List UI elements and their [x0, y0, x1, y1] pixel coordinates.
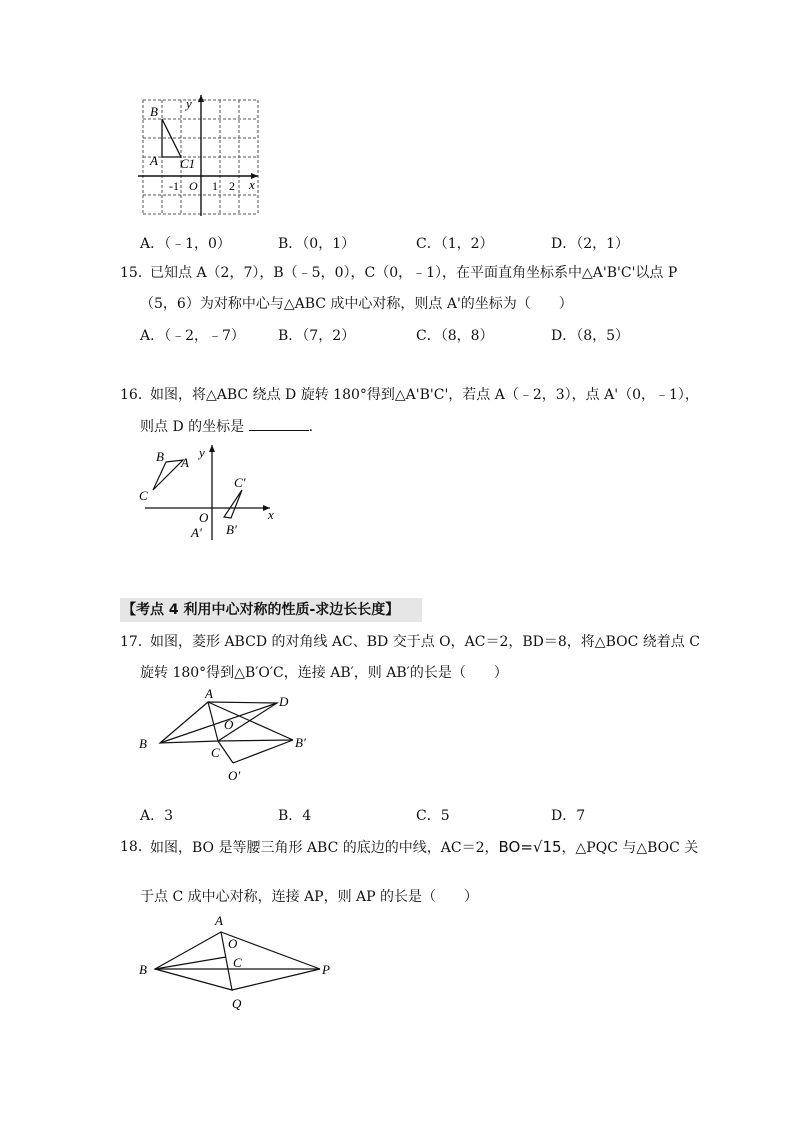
q17-label-o: O [224, 717, 234, 732]
q14-label-o: O [189, 179, 198, 193]
q17-label-b: B [139, 736, 147, 751]
q15-option-a[interactable]: A．（﹣2，﹣7） [140, 328, 245, 344]
q18-label-b: B [139, 962, 147, 977]
q14-label-2: 2 [229, 179, 235, 193]
q16-figure [135, 440, 285, 550]
q16-line2 [140, 416, 313, 437]
q14-option-a[interactable]: A．（﹣1，0） [140, 236, 231, 252]
q15-option-c[interactable]: C．（8，8） [416, 328, 494, 344]
q16-label-y: y [199, 445, 205, 460]
q14-option-d[interactable]: D．（2，1） [551, 236, 630, 252]
q15-number: 15． [120, 265, 152, 281]
q15-option-d[interactable]: D．（8，5） [551, 328, 630, 344]
q17-line2: 旋转 180°得到△B′O′C，连接 AB′，则 AB′的长是（ ） [140, 665, 508, 681]
q18-line2: 于点 C 成中心对称，连接 AP，则 AP 的长是（ ） [140, 889, 479, 905]
q16-line2-period: . [308, 419, 314, 435]
q16-number: 16． [120, 387, 152, 403]
q18-number: 18． [120, 839, 152, 855]
q18-line1-part2: ，△PQC 与△BOC 关 [561, 840, 699, 856]
q17-label-b-prime: B′ [295, 735, 306, 750]
q18-sqrt-label: BO=√15 [498, 838, 562, 856]
q16-label-b-prime: B′ [226, 522, 237, 537]
q14-label-a: A [150, 153, 158, 168]
q17-option-c[interactable]: C．5 [416, 808, 450, 824]
q14-label-1: 1 [212, 179, 218, 193]
q14-label-c1: C1 [180, 156, 196, 171]
q14-label-b: B [150, 104, 158, 119]
q17-label-c: C [211, 745, 220, 760]
q15-line2: （5，6）为对称中心与△ABC 成中心对称，则点 A'的坐标为（ ） [140, 296, 573, 312]
q17-line1: 如图，菱形 ABCD 的对角线 AC、BD 交于点 O，AC＝2，BD＝8，将△BOC 绕着点 C [150, 634, 700, 650]
q18-label-q: Q [232, 996, 242, 1011]
q16-label-a-prime: A′ [191, 525, 202, 540]
q16-label-c-prime: C′ [234, 475, 246, 490]
q14-label-neg1: -1 [169, 179, 179, 193]
q15-option-b[interactable]: B．（7，2） [278, 328, 356, 344]
q14-label-y: y [186, 96, 192, 111]
q18-label-o: O [228, 936, 238, 951]
q17-label-a: A [205, 686, 213, 701]
q16-line1: 如图，将△ABC 绕点 D 旋转 180°得到△A'B'C'，若点 A（﹣2，3），点 A'（0，﹣1）， [150, 387, 699, 403]
q16-answer-blank[interactable] [249, 416, 309, 431]
q17-option-b[interactable]: B．4 [278, 808, 312, 824]
q17-number: 17． [120, 634, 152, 650]
q16-label-c: C [139, 488, 148, 503]
q14-grid-figure [138, 95, 263, 220]
q17-label-o-prime: O′ [228, 768, 241, 783]
q18-triangle-figure [135, 910, 345, 1015]
q16-label-a: A [181, 455, 189, 470]
q17-option-a[interactable]: A．3 [140, 808, 174, 824]
q15-line1: 已知点 A（2，7），B（﹣5，0），C（0，﹣1），在平面直角坐标系中△A'B'C'以点 P [150, 265, 678, 281]
q14-label-x: x [249, 177, 255, 192]
q18-line1-part1: 如图，BO 是等腰三角形 ABC 的底边的中线，AC＝2， [150, 840, 499, 856]
q17-label-d: D [279, 694, 289, 709]
q16-label-x: x [268, 507, 274, 522]
q17-option-d[interactable]: D．7 [551, 808, 586, 824]
q16-line2-text: 则点 D 的坐标是 [140, 419, 245, 435]
q18-label-a: A [215, 913, 223, 928]
q14-option-c[interactable]: C．（1，2） [416, 236, 494, 252]
q18-label-p: P [322, 962, 330, 977]
q18-label-c: C [233, 955, 242, 970]
q16-label-o: O [199, 510, 209, 525]
section-header-kaodian4: 【考点 4 利用中心对称的性质-求边长长度】 [120, 598, 422, 622]
q14-option-b[interactable]: B．（0，1） [278, 236, 356, 252]
q18-line1 [150, 837, 698, 858]
q16-label-b: B [156, 449, 164, 464]
q17-rhombus-figure [135, 685, 325, 785]
